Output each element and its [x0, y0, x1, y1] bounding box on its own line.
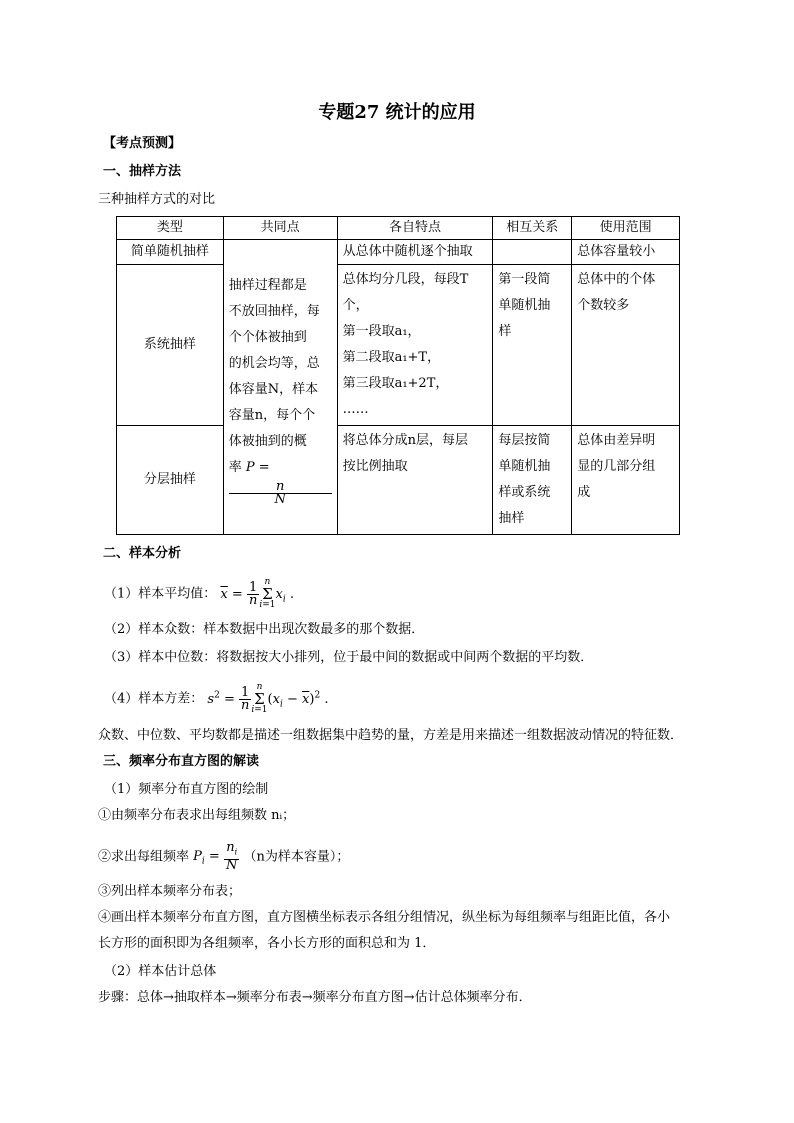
- row-feature: [337, 265, 493, 426]
- median-line: （3）样本中位数：将数据按大小排列，位于最中间的数据或中间两个数据的平均数．: [104, 650, 594, 665]
- feature-line: 总体均分几段，每段T: [342, 272, 469, 287]
- estimation-steps: 步骤：总体→抽取样本→频率分布表→频率分布直方图→估计总体频率分布．: [98, 990, 532, 1005]
- row-relation: [493, 426, 572, 535]
- frequency-formula: $P_i$ = $\frac{n_i}{N}$: [193, 840, 238, 873]
- row-scope: [572, 265, 680, 426]
- summary-line: 众数、中位数、平均数都是描述一组数据集中趋势的量，方差是用来描述一组数据波动情况的特征数．: [98, 728, 684, 743]
- row-feature: 从总体中随机逐个抽取: [337, 240, 493, 265]
- feature-line: ……: [342, 402, 369, 417]
- table-intro: 三种抽样方式的对比: [98, 192, 216, 207]
- feature-line: 将总体分成n层，每层: [342, 433, 468, 448]
- feature-line: 按比例抽取: [342, 459, 408, 474]
- row-feature: [337, 426, 493, 535]
- common-line: 不放回抽样，每: [228, 303, 320, 319]
- common-cell: [223, 240, 337, 535]
- row-scope: [572, 426, 680, 535]
- common-line: 抽样过程都是: [228, 277, 307, 293]
- histogram-step3: ③列出样本频率分布表；: [98, 884, 242, 899]
- step2-suffix: （n为样本容量）；: [243, 849, 350, 865]
- heading-histogram: 三、频率分布直方图的解读: [103, 754, 260, 769]
- table-row: [117, 240, 680, 265]
- relation-line: 每层按简: [498, 433, 551, 448]
- common-line: 容量n，每个个: [228, 407, 316, 423]
- heading-sample-analysis: 二、样本分析: [103, 546, 182, 561]
- table-row: [117, 426, 680, 535]
- header-common: 共同点: [223, 217, 337, 240]
- relation-line: 样或系统: [498, 485, 551, 500]
- row-relation: [493, 240, 572, 265]
- page-title: 专题27 统计的应用: [318, 102, 476, 123]
- comparison-table: [116, 216, 680, 535]
- relation-line: 样: [498, 324, 512, 339]
- feature-line: 个，: [342, 298, 369, 313]
- relation-line: 单随机抽: [498, 298, 551, 313]
- histogram-step1: ①由频率分布表求出每组频数 nᵢ；: [98, 808, 296, 823]
- relation-line: 第一段简: [498, 272, 551, 287]
- scope-line: 显的几部分组: [577, 459, 656, 474]
- histogram-step4a: ④画出样本频率分布直方图，直方图横坐标表示各组分组情况，纵坐标为每组频率与组距比值，各小: [98, 910, 671, 925]
- histogram-step4b: 长方形的面积即为各组频率，各小长方形的面积总和为 1．: [98, 936, 436, 951]
- common-line: 个个体被抽到: [228, 329, 307, 345]
- section-tag: 【考点预测】: [103, 136, 182, 151]
- variance-formula: $s^2$ = $\frac{1}{n}$ n Σ $i=1(x_i - \overline{x})^2$ .: [207, 682, 329, 715]
- table-row: [117, 265, 680, 426]
- mean-formula-line: [104, 578, 294, 610]
- scope-line: 总体中的个体: [577, 272, 656, 287]
- histogram-sub2: （2）样本估计总体: [104, 964, 217, 979]
- heading-sampling-methods: 一、抽样方法: [103, 164, 182, 179]
- table-header-row: [117, 217, 680, 240]
- relation-line: 单随机抽: [498, 459, 551, 474]
- step2-prefix: ②求出每组频率: [98, 849, 190, 865]
- relation-line: 抽样: [498, 511, 525, 526]
- row-type: 简单随机抽样: [117, 240, 224, 265]
- mean-formula: $\overline{x}$ = $\frac{1}{n}$ n Σ $i=1x_i$ .: [220, 577, 294, 610]
- row-type: 系统抽样: [117, 265, 224, 426]
- header-relation: 相互关系: [493, 217, 572, 240]
- common-line: 的机会均等，总: [228, 355, 320, 371]
- feature-line: 第一段取a₁，: [342, 324, 421, 339]
- header-scope: 使用范围: [572, 217, 680, 240]
- probability-formula: 率 P = n N: [229, 455, 332, 506]
- feature-line: 第三段取a₁+2T，: [342, 376, 449, 391]
- variance-formula-line: [104, 683, 328, 715]
- mode-line: （2）样本众数：样本数据中出现次数最多的那个数据．: [104, 622, 425, 637]
- common-line: 体被抽到的概: [228, 433, 307, 449]
- feature-line: 第二段取a₁+T，: [342, 350, 441, 365]
- header-type: 类型: [117, 217, 224, 240]
- common-line: 体容量N，样本: [228, 381, 319, 397]
- histogram-step2: [98, 842, 349, 872]
- mean-label: （1）样本平均值：: [104, 586, 217, 602]
- row-scope: 总体容量较小: [572, 240, 680, 265]
- scope-line: 总体由差异明: [577, 433, 656, 448]
- scope-line: 成: [577, 485, 591, 500]
- variance-label: （4）样本方差：: [104, 691, 204, 707]
- histogram-sub1: （1）频率分布直方图的绘制: [104, 782, 269, 797]
- header-feature: 各自特点: [337, 217, 493, 240]
- row-relation: [493, 265, 572, 426]
- scope-line: 个数较多: [577, 298, 630, 313]
- row-type: 分层抽样: [117, 426, 224, 535]
